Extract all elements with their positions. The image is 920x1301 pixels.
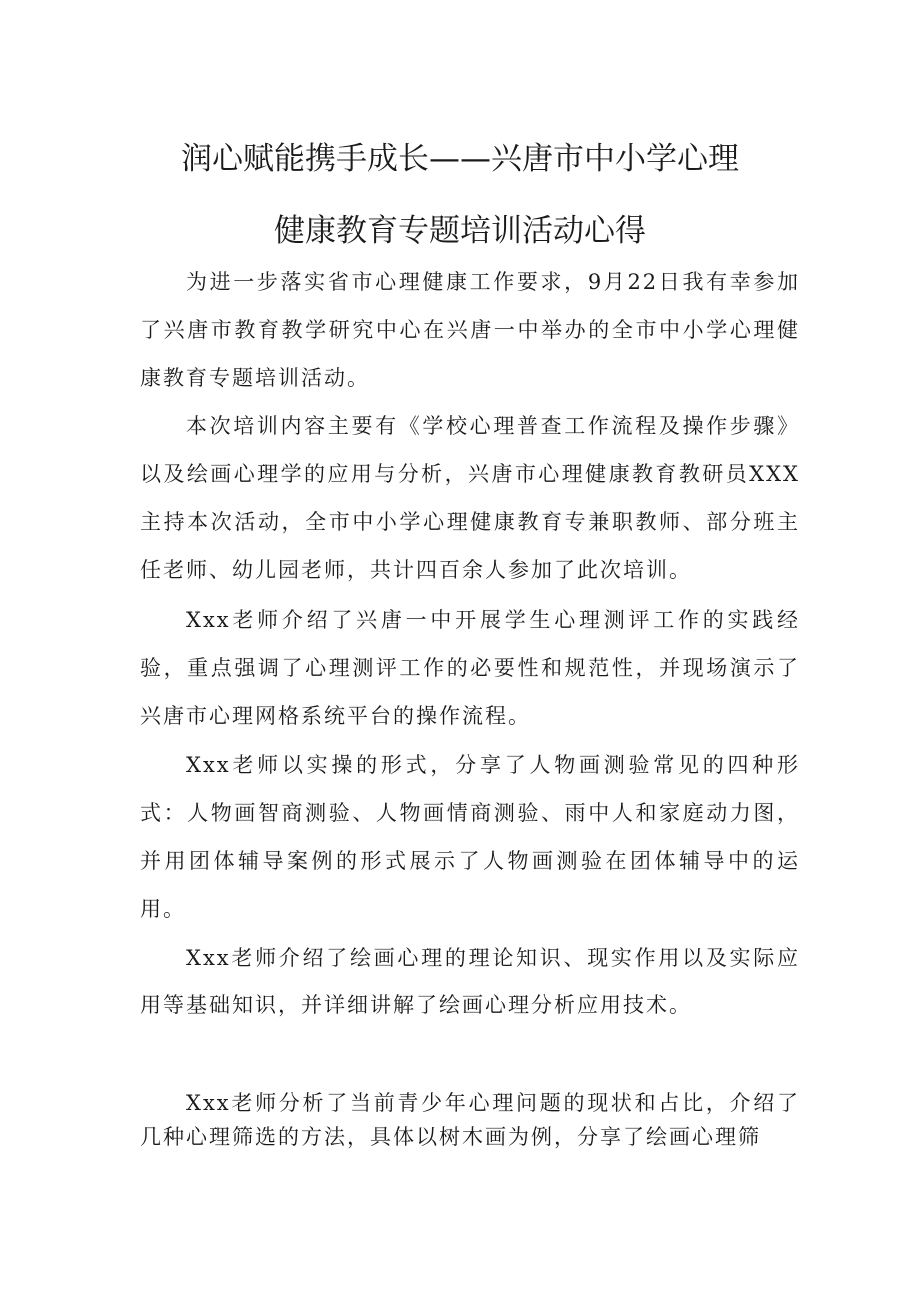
document-title-line-1: 润心赋能携手成长——兴唐市中小学心理 [181, 141, 739, 177]
document-title-line-2: 健康教育专题培训活动心得 [274, 213, 646, 249]
paragraph-figure-drawing-test: Xxx老师以实操的形式，分享了人物画测验常见的四种形式：人物画智商测验、人物画情商测验、雨中人和家庭动力图，并用团体辅导案例的形式展示了人物画测验在团体辅导中的运用。 [140, 753, 800, 921]
paragraph-intro: 为进一步落实省市心理健康工作要求，9月22日我有幸参加了兴唐市教育教学研究中心在兴唐一中举办的全市中小学心理健康教育专题培训活动。 [140, 270, 800, 390]
paragraph-training-content: 本次培训内容主要有《学校心理普查工作流程及操作步骤》以及绘画心理学的应用与分析，兴唐市心理健康教育教研员XXX主持本次活动，全市中小学心理健康教育专兼职教师、部分班主任老师、幼儿园老师，共计四百余人参加了此次培训。 [140, 414, 800, 582]
paragraph-drawing-psychology-theory: Xxx老师介绍了绘画心理的理论知识、现实作用以及实际应用等基础知识，并详细讲解了绘画心理分析应用技术。 [140, 946, 800, 1017]
paragraph-screening-methods: Xxx老师分析了当前青少年心理问题的现状和占比，介绍了几种心理筛选的方法，具体以树木画为例，分享了绘画心理筛 [140, 1091, 800, 1149]
paragraph-assessment-practice: Xxx老师介绍了兴唐一中开展学生心理测评工作的实践经验，重点强调了心理测评工作的必要性和规范性，并现场演示了兴唐市心理网格系统平台的操作流程。 [140, 608, 800, 728]
